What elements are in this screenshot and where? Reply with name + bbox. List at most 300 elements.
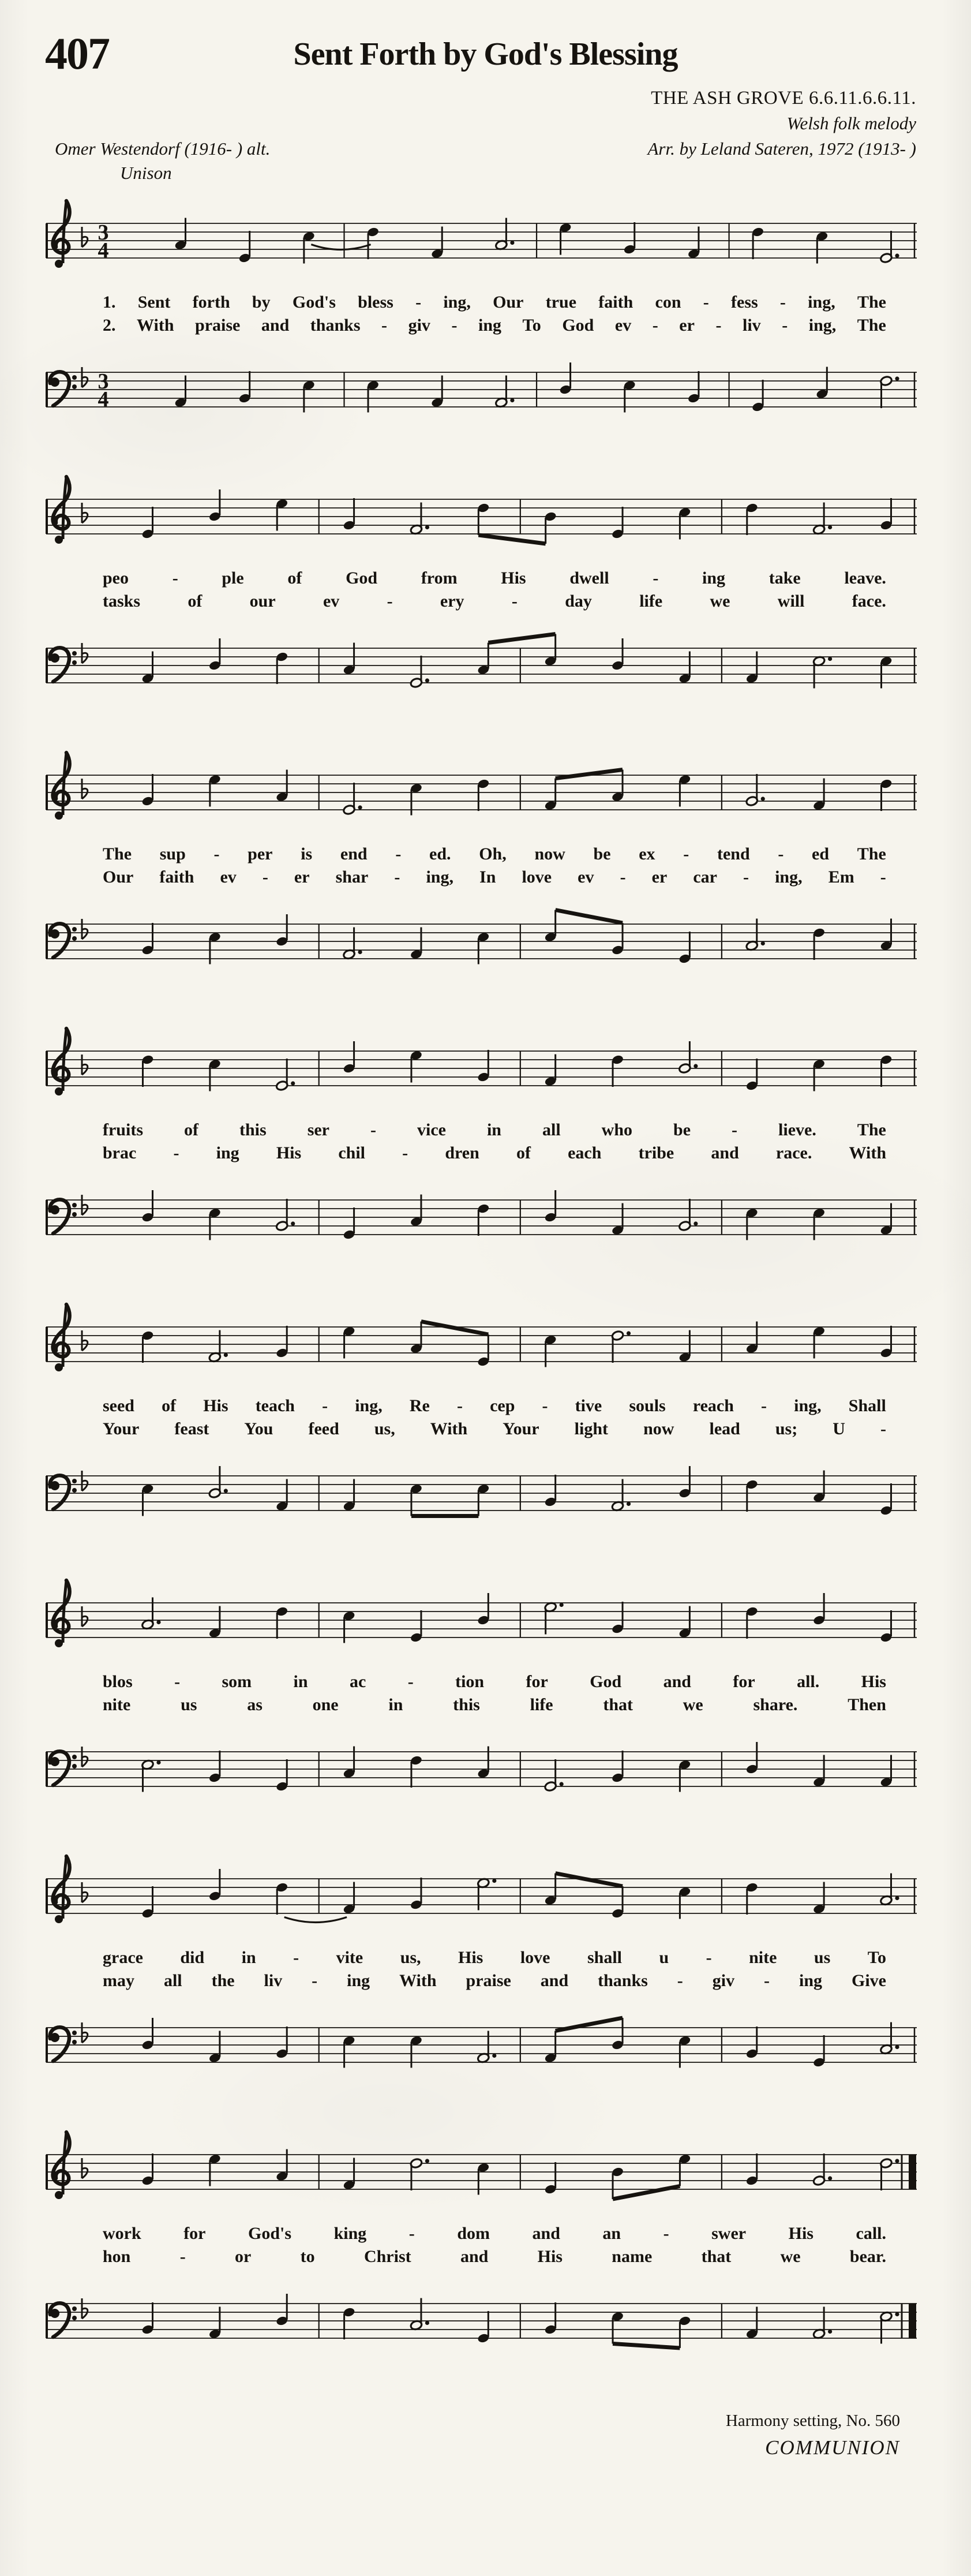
tune-name: THE ASH GROVE 6.6.11.6.6.11. xyxy=(651,88,916,109)
svg-text:3: 3 xyxy=(98,220,109,245)
lyric-line xyxy=(45,2222,918,2245)
flat-icon xyxy=(82,1471,88,1491)
lyric-syllable: we xyxy=(683,1695,703,1714)
music-system-6 xyxy=(45,1571,918,1847)
lyric-syllable: ser xyxy=(307,1120,329,1139)
flat-icon xyxy=(82,1055,88,1075)
treble-staff xyxy=(45,192,918,290)
lyric-line xyxy=(45,314,918,337)
flat-icon xyxy=(82,1606,88,1627)
lyric-syllable: - xyxy=(394,868,400,887)
lyrics-block xyxy=(45,290,918,341)
lyric-syllable: forth xyxy=(192,293,230,312)
flat-icon xyxy=(82,227,88,247)
lyric-syllable: ing xyxy=(216,1143,239,1162)
lyric-syllable: - xyxy=(761,1396,767,1415)
lyric-syllable: reach xyxy=(692,1396,734,1415)
lyric-syllable: In xyxy=(479,868,496,887)
lyric-line xyxy=(45,1670,918,1693)
flat-icon xyxy=(82,919,88,939)
lyric-syllable: giv xyxy=(712,1971,735,1990)
lyric-syllable: in xyxy=(388,1695,403,1714)
lyric-syllable: - xyxy=(387,592,393,611)
lyric-syllable: ery xyxy=(440,592,464,611)
lyric-syllable: - xyxy=(174,1672,181,1691)
lyric-syllable: With xyxy=(399,1971,437,1990)
lyric-syllable: from xyxy=(421,569,458,588)
lyric-syllable: His xyxy=(501,569,526,588)
lyric-syllable: ing xyxy=(347,1971,370,1990)
bass-clef-icon xyxy=(50,372,77,406)
lyric-syllable: faith xyxy=(598,293,633,312)
lyric-syllable: - xyxy=(683,844,689,863)
lyric-syllable: - xyxy=(173,1143,179,1162)
lyric-syllable: - xyxy=(370,1120,376,1139)
lyric-syllable: ex xyxy=(639,844,655,863)
lyric-syllable: tend xyxy=(717,844,750,863)
lyric-syllable: - xyxy=(778,844,784,863)
lyric-syllable: - xyxy=(415,293,422,312)
page-footer xyxy=(726,2412,900,2459)
lyric-syllable: bless xyxy=(358,293,393,312)
lyric-syllable: true xyxy=(545,293,577,312)
lyric-syllable: day xyxy=(565,592,592,611)
lyric-syllable: tion xyxy=(455,1672,485,1691)
lyric-syllable: - xyxy=(381,316,388,335)
lyric-syllable: You xyxy=(244,1419,273,1438)
lyric-syllable: this xyxy=(239,1120,267,1139)
lyric-syllable: - xyxy=(764,1971,770,1990)
hymn-number: 407 xyxy=(45,28,109,78)
lyric-syllable: - xyxy=(511,592,518,611)
lyric-syllable: now xyxy=(643,1419,674,1438)
lyric-syllable: shar xyxy=(335,868,369,887)
lyric-syllable: - xyxy=(542,1396,548,1415)
lyric-syllable: thanks xyxy=(598,1971,648,1990)
lyric-syllable: ple xyxy=(222,569,244,588)
lyric-syllable: us xyxy=(813,1948,831,1967)
lyric-syllable: God's xyxy=(248,2224,292,2243)
flat-icon xyxy=(82,2298,88,2319)
lyric-syllable: - xyxy=(732,1120,738,1139)
bass-staff xyxy=(45,1996,918,2094)
lyric-syllable: vice xyxy=(417,1120,446,1139)
lyric-syllable: one xyxy=(312,1695,339,1714)
lyric-syllable: us; xyxy=(775,1419,798,1438)
lyric-syllable: - xyxy=(663,2224,669,2243)
lyric-syllable: race. xyxy=(775,1143,812,1162)
lyric-syllable: The xyxy=(103,844,132,863)
lyric-syllable: - xyxy=(451,316,458,335)
lyric-syllable: er xyxy=(679,316,695,335)
lyric-syllable: liv xyxy=(264,1971,283,1990)
lyric-syllable: - xyxy=(402,1143,408,1162)
time-signature xyxy=(98,369,109,412)
lyric-syllable: His xyxy=(276,1143,302,1162)
lyric-syllable: in xyxy=(293,1672,308,1691)
lyric-syllable: - xyxy=(322,1396,328,1415)
lyric-syllable: as xyxy=(247,1695,263,1714)
lyric-syllable: With xyxy=(430,1419,468,1438)
lyric-syllable: Your xyxy=(103,1419,140,1438)
lyric-syllable: faith xyxy=(159,868,194,887)
lyric-syllable: love xyxy=(520,1948,550,1967)
melody-credit: Welsh folk melody xyxy=(786,113,916,133)
lyric-syllable: seed xyxy=(103,1396,134,1415)
bass-clef-icon xyxy=(50,924,77,958)
flat-icon xyxy=(82,1882,88,1902)
lyric-syllable: dwell xyxy=(569,569,609,588)
lyric-line xyxy=(45,1693,918,1717)
lyrics-block xyxy=(45,566,918,616)
lyric-syllable: ed xyxy=(812,844,830,863)
lyric-syllable: tasks xyxy=(103,592,141,611)
lyrics-block xyxy=(45,1117,918,1168)
lyric-syllable: His xyxy=(458,1948,483,1967)
lyric-syllable: con xyxy=(655,293,681,312)
lyric-line xyxy=(45,590,918,613)
lyric-syllable: The xyxy=(857,316,886,335)
lyric-syllable: our xyxy=(249,592,276,611)
lyric-syllable: u xyxy=(659,1948,669,1967)
lyric-syllable: ev xyxy=(578,868,594,887)
lyric-syllable: - xyxy=(179,2247,186,2266)
lyric-syllable: ing xyxy=(702,569,726,588)
lyric-line xyxy=(45,291,918,314)
music-system-1 xyxy=(45,192,918,468)
lyric-syllable: - xyxy=(213,844,220,863)
lyric-line xyxy=(45,1969,918,1992)
bass-clef-icon xyxy=(50,648,77,682)
lyric-syllable: ing xyxy=(478,316,502,335)
lyric-syllable: per xyxy=(248,844,273,863)
lyric-syllable: His xyxy=(537,2247,563,2266)
lyric-syllable: may xyxy=(103,1971,134,1990)
lyric-line xyxy=(45,1418,918,1441)
lyric-syllable: cep xyxy=(490,1396,515,1415)
lyric-syllable: Oh, xyxy=(479,844,507,863)
lyric-syllable: did xyxy=(180,1948,205,1967)
lyric-line xyxy=(45,1946,918,1969)
page-header xyxy=(0,0,971,190)
lyric-syllable: tive xyxy=(575,1396,602,1415)
treble-staff xyxy=(45,1571,918,1669)
lyric-syllable: dom xyxy=(457,2224,490,2243)
lyric-syllable: Em xyxy=(828,868,854,887)
bass-staff xyxy=(45,892,918,990)
lyric-syllable: or xyxy=(235,2247,252,2266)
time-signature xyxy=(98,220,109,263)
svg-text:4: 4 xyxy=(98,238,109,263)
lyric-syllable: blos xyxy=(103,1672,133,1691)
lyric-syllable: now xyxy=(534,844,565,863)
lyric-syllable: liv xyxy=(743,316,761,335)
lyric-syllable: shall xyxy=(587,1948,622,1967)
lyric-syllable: teach xyxy=(255,1396,295,1415)
lyric-syllable: and xyxy=(663,1672,691,1691)
lyric-syllable: name xyxy=(612,2247,653,2266)
bass-staff xyxy=(45,1444,918,1542)
lyric-syllable: us, xyxy=(400,1948,421,1967)
lyric-syllable: take xyxy=(768,569,801,588)
music-system-5 xyxy=(45,1295,918,1571)
lyric-syllable: - xyxy=(312,1971,318,1990)
lyric-syllable: in xyxy=(241,1948,256,1967)
lyric-syllable: ing, xyxy=(443,293,471,312)
lyric-syllable: for xyxy=(733,1672,755,1691)
lyric-syllable: With xyxy=(137,316,174,335)
lyric-syllable: us, xyxy=(374,1419,395,1438)
lyric-syllable: tribe xyxy=(638,1143,674,1162)
lyric-syllable: of xyxy=(188,592,203,611)
lyric-syllable: by xyxy=(252,293,271,312)
lyric-syllable: Sent xyxy=(137,293,171,312)
lyrics-block xyxy=(45,1669,918,1720)
lyric-syllable: Then xyxy=(848,1695,886,1714)
lyric-syllable: will xyxy=(777,592,805,611)
lyric-syllable: - xyxy=(743,868,749,887)
lyric-syllable: thanks xyxy=(310,316,361,335)
lyric-syllable: of xyxy=(184,1120,198,1139)
lyric-syllable: souls xyxy=(629,1396,666,1415)
bass-staff xyxy=(45,616,918,715)
lyrics-block xyxy=(45,1393,918,1444)
lyric-syllable: - xyxy=(456,1396,463,1415)
flat-icon xyxy=(82,503,88,523)
music-system-3 xyxy=(45,743,918,1019)
lyric-syllable: this xyxy=(453,1695,480,1714)
lyric-syllable: of xyxy=(287,569,302,588)
lyric-syllable: - xyxy=(782,316,788,335)
lyric-syllable: nite xyxy=(749,1948,777,1967)
lyric-syllable: face. xyxy=(852,592,886,611)
lyric-syllable: To xyxy=(867,1948,886,1967)
music-system-4 xyxy=(45,1019,918,1295)
lyric-syllable: life xyxy=(639,592,663,611)
flat-icon xyxy=(82,1747,88,1767)
lyric-syllable: leave. xyxy=(844,569,886,588)
lyric-syllable: praise xyxy=(195,316,241,335)
lyric-syllable: bear. xyxy=(849,2247,886,2266)
lyric-syllable: work xyxy=(103,2224,141,2243)
lyric-syllable: His xyxy=(788,2224,813,2243)
lyric-syllable: - xyxy=(880,1419,886,1438)
lyric-syllable: chil xyxy=(338,1143,366,1162)
flat-icon xyxy=(82,2022,88,2043)
treble-staff xyxy=(45,743,918,842)
lyric-syllable: - xyxy=(703,293,709,312)
lyric-line xyxy=(45,1142,918,1165)
music-system-8 xyxy=(45,2123,918,2399)
lyric-syllable: - xyxy=(620,868,626,887)
music-system-7 xyxy=(45,1847,918,2123)
lyric-syllable: and xyxy=(540,1971,569,1990)
lyric-syllable: Re xyxy=(409,1396,430,1415)
lyric-syllable: nite xyxy=(103,1695,131,1714)
lyric-syllable: - xyxy=(395,844,402,863)
lyric-syllable: us xyxy=(181,1695,197,1714)
lyric-syllable: ing xyxy=(799,1971,823,1990)
lyric-line xyxy=(45,1394,918,1418)
lyric-syllable: lieve. xyxy=(778,1120,816,1139)
hymn-title: Sent Forth by God's Blessing xyxy=(293,36,678,72)
bass-staff xyxy=(45,2272,918,2370)
harmony-setting-note: Harmony setting, No. 560 xyxy=(725,2412,900,2430)
lyric-syllable: and xyxy=(532,2224,560,2243)
lyric-syllable: that xyxy=(701,2247,732,2266)
lyric-syllable: With xyxy=(849,1143,886,1162)
lyric-syllable: car xyxy=(693,868,717,887)
lyric-syllable: king xyxy=(333,2224,367,2243)
lyric-syllable: for xyxy=(183,2224,206,2243)
flat-icon xyxy=(82,1330,88,1351)
lyric-syllable: be xyxy=(593,844,611,863)
lyric-syllable: feed xyxy=(308,1419,339,1438)
lyric-line xyxy=(45,843,918,866)
treble-staff xyxy=(45,1019,918,1117)
lyric-syllable: peo xyxy=(103,569,129,588)
lyric-line xyxy=(45,2245,918,2268)
lyric-syllable: er xyxy=(651,868,668,887)
lyrics-block xyxy=(45,2221,918,2272)
bass-clef-icon xyxy=(50,1475,77,1509)
lyric-syllable: - xyxy=(653,569,659,588)
bass-clef-icon xyxy=(50,2027,77,2061)
lyric-syllable: 2. xyxy=(103,316,116,335)
topical-category: COMMUNION xyxy=(765,2436,900,2459)
lyric-syllable: - xyxy=(652,316,658,335)
lyric-syllable: The xyxy=(857,293,886,312)
lyric-syllable: end xyxy=(340,844,368,863)
bass-staff xyxy=(45,1720,918,1818)
lyric-syllable: ev xyxy=(614,316,632,335)
lyric-syllable: ing, xyxy=(775,868,803,887)
flat-icon xyxy=(82,2158,88,2178)
lyric-syllable: - xyxy=(779,293,786,312)
treble-staff xyxy=(45,1847,918,1945)
svg-text:3: 3 xyxy=(98,369,109,394)
bass-clef-icon xyxy=(50,1751,77,1785)
lyrics-block xyxy=(45,1945,918,1996)
lyric-syllable: ing, xyxy=(808,293,835,312)
lyrics-block xyxy=(45,842,918,892)
lyric-syllable: love xyxy=(522,868,552,887)
treble-staff xyxy=(45,2123,918,2221)
lyric-syllable: ev xyxy=(323,592,340,611)
bass-clef-icon xyxy=(50,1199,77,1233)
lyric-syllable: call. xyxy=(856,2224,886,2243)
lyric-syllable: we xyxy=(780,2247,801,2266)
unison-label: Unison xyxy=(120,163,172,183)
lyric-syllable: God's xyxy=(292,293,336,312)
lyric-syllable: - xyxy=(677,1971,683,1990)
lyric-syllable: To xyxy=(522,316,541,335)
lyric-syllable: - xyxy=(293,1948,299,1967)
lyric-syllable: ing, xyxy=(794,1396,822,1415)
lyric-syllable: all. xyxy=(797,1672,820,1691)
lyric-syllable: Your xyxy=(503,1419,539,1438)
lyric-line xyxy=(45,567,918,590)
lyric-syllable: grace xyxy=(103,1948,143,1967)
lyric-syllable: that xyxy=(603,1695,633,1714)
lyric-syllable: The xyxy=(857,844,886,863)
lyric-syllable: - xyxy=(262,868,268,887)
lyric-syllable: - xyxy=(407,1672,414,1691)
lyric-syllable: fess xyxy=(731,293,758,312)
lyric-syllable: U xyxy=(833,1419,845,1438)
author-credit: Omer Westendorf (1916- ) alt. xyxy=(55,139,271,159)
lyric-syllable: vite xyxy=(336,1948,363,1967)
lyric-syllable: - xyxy=(715,316,722,335)
bass-clef-icon xyxy=(50,2303,77,2337)
lyric-syllable: His xyxy=(861,1672,886,1691)
lyric-syllable: His xyxy=(203,1396,228,1415)
lyric-syllable: and xyxy=(711,1143,739,1162)
arranger-credit: Arr. by Leland Sateren, 1972 (1913- ) xyxy=(647,139,916,159)
flat-icon xyxy=(82,779,88,799)
lyric-syllable: we xyxy=(710,592,730,611)
lyric-syllable: praise xyxy=(466,1971,511,1990)
lyric-line xyxy=(45,1119,918,1142)
lyric-syllable: of xyxy=(162,1396,177,1415)
treble-staff xyxy=(45,1295,918,1393)
music-systems xyxy=(45,192,918,2399)
lyric-syllable: to xyxy=(300,2247,315,2266)
lyric-syllable: an xyxy=(602,2224,621,2243)
lyric-syllable: share. xyxy=(753,1695,798,1714)
lyric-syllable: ev xyxy=(220,868,237,887)
lyric-syllable: - xyxy=(172,569,178,588)
lyric-syllable: - xyxy=(408,2224,415,2243)
lyric-syllable: Shall xyxy=(848,1396,886,1415)
lyric-syllable: ac xyxy=(349,1672,366,1691)
lyric-syllable: feast xyxy=(174,1419,209,1438)
lyric-syllable: all xyxy=(542,1120,561,1139)
lyric-syllable: swer xyxy=(711,2224,747,2243)
lyric-syllable: brac xyxy=(103,1143,137,1162)
lyric-syllable: light xyxy=(574,1419,609,1438)
lyric-syllable: fruits xyxy=(103,1120,143,1139)
lyric-syllable: God xyxy=(590,1672,622,1691)
lyric-syllable: life xyxy=(530,1695,553,1714)
lyric-syllable: each xyxy=(568,1143,602,1162)
lyric-syllable: who xyxy=(601,1120,633,1139)
lyric-syllable: Our xyxy=(493,293,524,312)
lyric-syllable: The xyxy=(857,1120,886,1139)
music-system-2 xyxy=(45,468,918,743)
lyric-line xyxy=(45,866,918,889)
lyric-syllable: the xyxy=(211,1971,235,1990)
bass-staff xyxy=(45,1168,918,1266)
svg-text:4: 4 xyxy=(98,387,109,412)
lyric-syllable: be xyxy=(673,1120,691,1139)
lyric-syllable: 1. xyxy=(103,293,116,312)
lyric-syllable: for xyxy=(526,1672,548,1691)
flat-icon xyxy=(82,643,88,663)
lyric-syllable: som xyxy=(222,1672,252,1691)
lyric-syllable: hon xyxy=(103,2247,131,2266)
lyric-syllable: dren xyxy=(445,1143,479,1162)
lyric-syllable: Give xyxy=(851,1971,886,1990)
lyric-syllable: ing, xyxy=(355,1396,383,1415)
lyric-syllable: and xyxy=(460,2247,489,2266)
lyric-syllable: is xyxy=(301,844,313,863)
lyric-syllable: lead xyxy=(709,1419,740,1438)
treble-staff xyxy=(45,468,918,566)
lyric-syllable: of xyxy=(516,1143,531,1162)
lyric-syllable: er xyxy=(294,868,310,887)
lyric-syllable: ing, xyxy=(808,316,837,335)
